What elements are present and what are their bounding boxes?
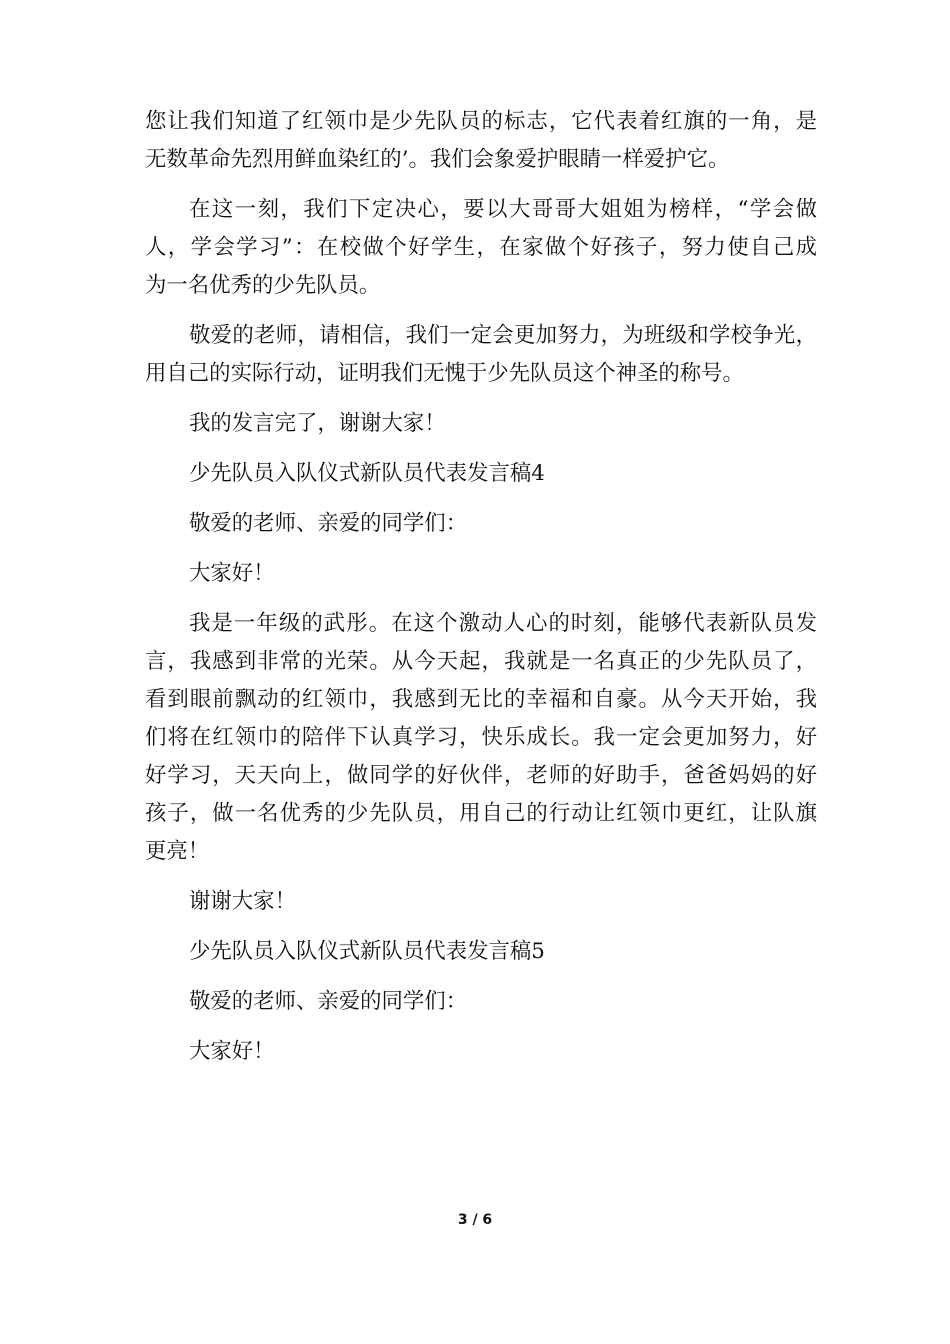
- text-line: 用自己的实际行动，证明我们无愧于少先队员这个神圣的称号。: [145, 361, 744, 386]
- page-number: 3 / 6: [457, 1212, 493, 1228]
- text-line: 看到眼前飘动的红领巾，我感到无比的幸福和自豪。从今天开始，我: [145, 687, 817, 712]
- text-line: 无数革命先烈用鲜血染红的’。我们会象爱护眼睛一样爱护它。: [145, 147, 730, 172]
- text-line: 孩子，做一名优秀的少先队员，用自己的行动让红领巾更红，让队旗: [145, 801, 817, 826]
- text-line: 人，学会学习”：在校做个好学生，在家做个好孩子，努力使自己成: [145, 235, 817, 260]
- paragraph-start: 我的发言完了，谢谢大家！: [189, 411, 446, 436]
- salutation: 敬爱的老师、亲爱的同学们：: [189, 511, 468, 536]
- closing: 谢谢大家！: [189, 889, 296, 914]
- paragraph-start: 敬爱的老师，请相信，我们一定会更加努力，为班级和学校争光，: [189, 323, 817, 348]
- salutation: 敬爱的老师、亲爱的同学们：: [189, 989, 468, 1014]
- section-heading: 少先队员入队仪式新队员代表发言稿4: [189, 461, 545, 486]
- document-body: [145, 103, 817, 1071]
- paragraph-start: 我是一年级的武彤。在这个激动人心的时刻，能够代表新队员发: [189, 611, 817, 636]
- text-line: 好学习，天天向上，做同学的好伙伴，老师的好助手，爸爸妈妈的好: [145, 763, 817, 788]
- text-line: 言，我感到非常的光荣。从今天起，我就是一名真正的少先队员了，: [145, 649, 817, 674]
- text-line: 为一名优秀的少先队员。: [145, 273, 381, 298]
- text-line: 您让我们知道了红领巾是少先队员的标志，它代表着红旗的一角，是: [145, 109, 817, 134]
- text-line: 们将在红领巾的陪伴下认真学习，快乐成长。我一定会更加努力，好: [145, 725, 817, 750]
- greeting: 大家好！: [189, 1039, 275, 1064]
- text-line: 更亮！: [145, 839, 210, 864]
- greeting: 大家好！: [189, 561, 275, 586]
- paragraph-start: 在这一刻，我们下定决心，要以大哥哥大姐姐为榜样，“学会做: [189, 197, 817, 222]
- section-heading: 少先队员入队仪式新队员代表发言稿5: [189, 939, 545, 964]
